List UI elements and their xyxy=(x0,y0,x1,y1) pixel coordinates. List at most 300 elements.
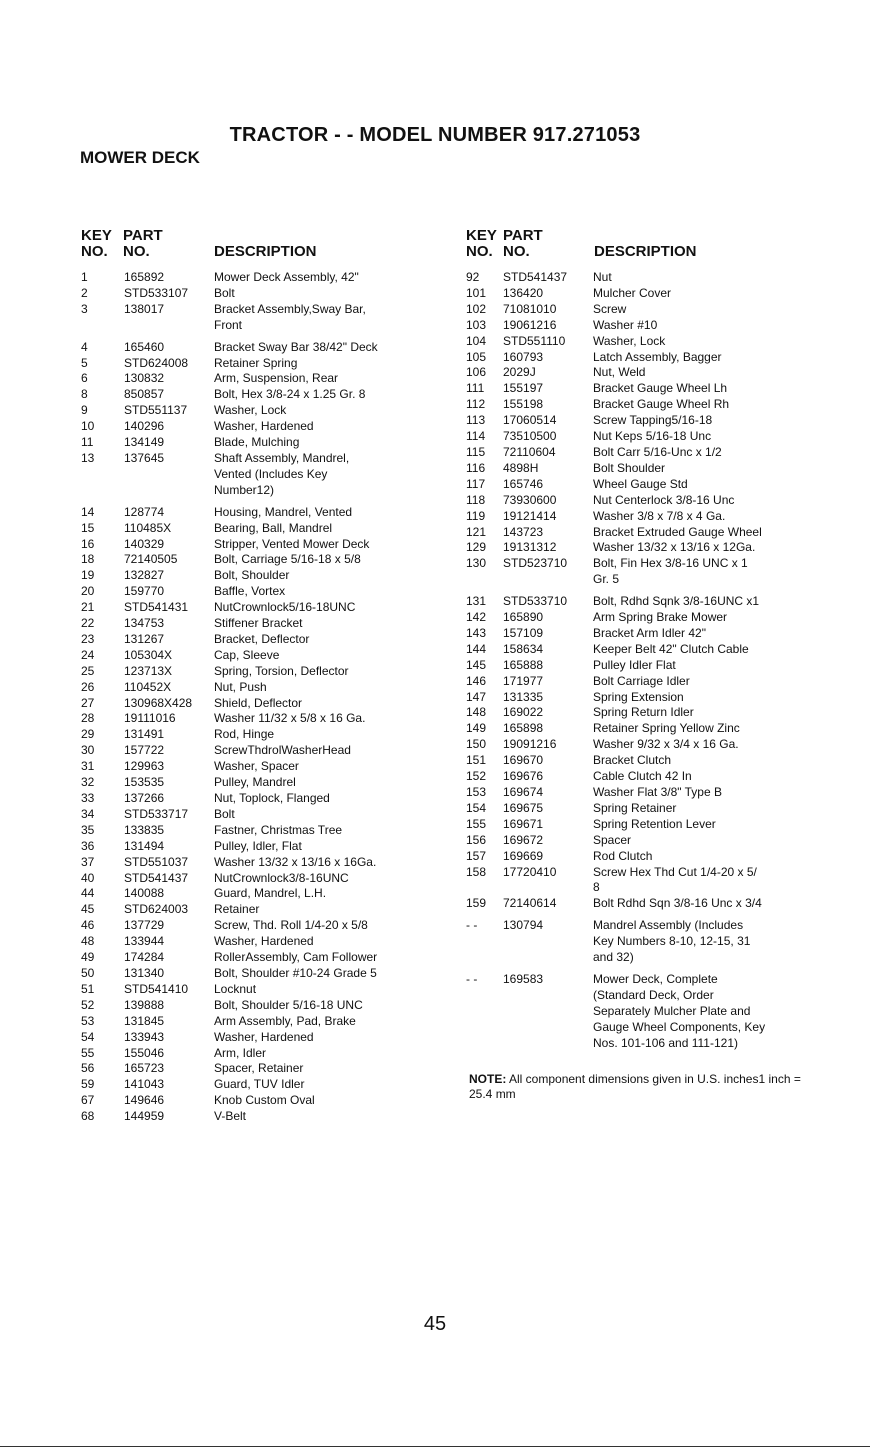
part-description: NutCrownlock3/8-16UNC xyxy=(214,870,349,885)
part-description: Mulcher Cover xyxy=(593,285,672,300)
key-number: - - xyxy=(466,971,478,986)
key-number: 156 xyxy=(466,832,487,847)
key-number: 44 xyxy=(81,886,95,901)
key-number: 22 xyxy=(81,616,95,631)
part-description: Housing, Mandrel, Vented xyxy=(214,504,353,519)
key-number: 119 xyxy=(466,508,486,523)
key-header-line2: NO. xyxy=(466,243,493,260)
part-description: Pulley Idler Flat xyxy=(593,657,676,672)
part-row xyxy=(466,737,811,753)
key-number: 15 xyxy=(81,520,95,535)
part-number: 2029J xyxy=(503,365,536,380)
part-number: 130794 xyxy=(503,918,544,933)
part-row xyxy=(466,918,811,966)
key-number: 55 xyxy=(81,1045,95,1060)
part-number: 165723 xyxy=(124,1061,165,1076)
part-row xyxy=(466,896,811,912)
part-row xyxy=(466,270,811,286)
part-number: 139888 xyxy=(124,997,165,1012)
part-number: 144959 xyxy=(124,1109,165,1124)
part-description: Washer, Hardened xyxy=(214,934,314,949)
key-number: 28 xyxy=(81,711,95,726)
bottom-rule xyxy=(0,1446,870,1447)
part-row xyxy=(81,340,441,356)
part-description: Nut, Toplock, Flanged xyxy=(214,791,330,805)
part-description: Bracket Extruded Gauge Wheel xyxy=(593,524,762,539)
part-row xyxy=(81,302,441,334)
key-number: 102 xyxy=(466,301,487,316)
part-number: 19121414 xyxy=(503,508,557,523)
part-number: 171977 xyxy=(503,673,544,688)
part-row xyxy=(466,972,811,1052)
key-number: 56 xyxy=(81,1061,95,1076)
key-number: 130 xyxy=(466,556,487,571)
key-number: 24 xyxy=(81,647,95,662)
part-number: 131491 xyxy=(124,727,165,742)
part-description: Spacer xyxy=(593,832,632,847)
key-number: 151 xyxy=(466,753,487,768)
key-number: 67 xyxy=(81,1093,95,1108)
part-number: 133943 xyxy=(124,1029,165,1044)
part-row xyxy=(81,387,441,403)
page-number: 45 xyxy=(423,1313,447,1335)
key-number: 114 xyxy=(466,429,486,444)
part-description: Cap, Sleeve xyxy=(214,647,280,662)
key-number: 150 xyxy=(466,737,487,752)
part-number: 169583 xyxy=(503,971,544,986)
part-row xyxy=(466,769,811,785)
part-description: Bolt Shoulder xyxy=(593,460,666,475)
part-row xyxy=(81,871,441,887)
key-number: 112 xyxy=(466,397,486,412)
part-number: 131494 xyxy=(124,838,165,853)
key-number: 115 xyxy=(466,444,486,459)
part-row xyxy=(81,775,441,791)
part-number: 157722 xyxy=(124,743,165,758)
key-number: 48 xyxy=(81,934,95,949)
part-number: 174284 xyxy=(124,950,165,965)
part-row xyxy=(466,445,811,461)
part-description: Bolt, Carriage 5/16-18 x 5/8 xyxy=(214,552,361,567)
key-number: 147 xyxy=(466,689,487,704)
part-description: Retainer Spring Yellow Zinc xyxy=(593,721,740,736)
part-description: Bolt, Shoulder #10-24 Grade 5 xyxy=(214,965,377,980)
part-row xyxy=(81,743,441,759)
key-number: 118 xyxy=(466,492,486,507)
part-description: Guard, Mandrel, L.H. xyxy=(214,886,327,901)
key-number: 92 xyxy=(466,270,480,284)
parts-list-left xyxy=(81,228,441,1125)
key-number: 157 xyxy=(466,848,487,863)
part-number: 19131312 xyxy=(503,540,557,555)
part-row xyxy=(466,658,811,674)
part-description: ScrewThdrolWasherHead xyxy=(214,743,351,758)
key-number: 45 xyxy=(81,902,95,917)
part-row xyxy=(466,626,811,642)
part-number: 131267 xyxy=(124,631,165,646)
part-number: 169670 xyxy=(503,753,544,768)
part-description: Bracket Arm Idler 42" xyxy=(593,625,706,640)
column-headers-right xyxy=(466,228,811,262)
part-description: Retainer Spring xyxy=(214,355,298,370)
part-row xyxy=(81,521,441,537)
part-number: 131845 xyxy=(124,1013,165,1028)
part-description: Locknut xyxy=(214,981,257,996)
key-header-line1: KEY xyxy=(81,227,112,244)
part-description: Bracket, Deflector xyxy=(214,631,310,646)
part-number: 133944 xyxy=(124,934,165,949)
part-row xyxy=(81,839,441,855)
part-row xyxy=(81,584,441,600)
part-description: Bracket Gauge Wheel Lh xyxy=(593,381,728,396)
part-row xyxy=(81,600,441,616)
part-row xyxy=(81,552,441,568)
part-number: 137729 xyxy=(124,918,165,933)
part-row xyxy=(81,1061,441,1077)
part-row xyxy=(81,680,441,696)
part-number: 143723 xyxy=(503,524,544,539)
part-number: 165890 xyxy=(503,610,544,625)
key-number: 121 xyxy=(466,524,487,539)
part-number: 153535 xyxy=(124,775,165,790)
part-number: 4898H xyxy=(503,460,539,475)
key-number: 20 xyxy=(81,584,95,599)
part-row xyxy=(81,371,441,387)
part-number: 169674 xyxy=(503,785,544,799)
key-number: 53 xyxy=(81,1013,95,1028)
part-description: V-Belt xyxy=(214,1109,247,1124)
part-description: Screw Hex Thd Cut 1/4-20 x 5/ 8 xyxy=(593,864,757,895)
part-row xyxy=(466,785,811,801)
key-number: 155 xyxy=(466,816,487,831)
part-number: STD541437 xyxy=(503,270,568,284)
part-description: Shield, Deflector xyxy=(214,695,303,710)
part-number: STD551137 xyxy=(124,403,188,418)
part-description: Nut, Weld xyxy=(593,365,646,380)
part-number: STD523710 xyxy=(503,556,568,571)
part-row xyxy=(466,525,811,541)
parts-list-right xyxy=(466,228,811,1052)
part-number: 160793 xyxy=(503,349,544,364)
part-number: 165888 xyxy=(503,657,544,672)
key-number: 30 xyxy=(81,743,95,758)
part-row xyxy=(466,413,811,429)
part-row xyxy=(81,505,441,521)
part-row xyxy=(81,982,441,998)
note-label: NOTE: xyxy=(469,1072,507,1086)
part-number: 17720410 xyxy=(503,864,557,879)
key-number: 29 xyxy=(81,727,95,742)
part-description: Bracket Clutch xyxy=(593,753,672,768)
part-number: 850857 xyxy=(124,387,165,402)
part-row xyxy=(466,833,811,849)
key-number: 33 xyxy=(81,791,95,805)
part-number: 19111016 xyxy=(124,711,176,726)
part-row xyxy=(81,727,441,743)
key-number: 9 xyxy=(81,403,88,418)
part-row xyxy=(466,690,811,706)
part-row xyxy=(81,1014,441,1030)
key-number: 59 xyxy=(81,1077,95,1092)
part-description: Screw, Thd. Roll 1/4-20 x 5/8 xyxy=(214,918,368,933)
key-number: 25 xyxy=(81,663,95,678)
part-number: 165898 xyxy=(503,721,544,736)
key-header-line2: NO. xyxy=(81,243,108,260)
part-description: Mandrel Assembly (Includes Key Numbers 8-10, 12-15, 31 and 32) xyxy=(593,918,751,965)
part-number: 131335 xyxy=(503,689,544,704)
part-row xyxy=(466,610,811,626)
part-row xyxy=(466,865,811,897)
part-number: 169675 xyxy=(503,800,544,815)
part-description: Mower Deck, Complete (Standard Deck, Order Separately Mulcher Plate and Gauge Wheel Components, Key Nos. 101-106 and 111-121) xyxy=(593,971,766,1050)
part-description: Arm Assembly, Pad, Brake xyxy=(214,1013,356,1028)
key-number: 145 xyxy=(466,657,487,672)
part-description: Spring Retention Lever xyxy=(593,816,716,831)
part-row xyxy=(81,537,441,553)
part-row xyxy=(81,823,441,839)
part-description: Nut Keps 5/16-18 Unc xyxy=(593,429,712,444)
part-number: 129963 xyxy=(124,759,165,774)
part-description: Baffle, Vortex xyxy=(214,584,286,599)
part-description: Bracket Gauge Wheel Rh xyxy=(593,397,730,412)
part-row xyxy=(81,807,441,823)
key-number: 148 xyxy=(466,705,487,720)
part-number: 140329 xyxy=(124,536,165,551)
part-number: 165460 xyxy=(124,339,165,354)
part-number: STD533717 xyxy=(124,806,189,821)
key-number: 49 xyxy=(81,950,95,965)
key-number: 23 xyxy=(81,631,95,646)
part-number: 155198 xyxy=(503,397,544,412)
key-number: 2 xyxy=(81,285,88,300)
part-row xyxy=(81,403,441,419)
key-number: 27 xyxy=(81,695,95,710)
part-number: 138017 xyxy=(124,301,165,316)
part-row xyxy=(81,759,441,775)
key-number: 46 xyxy=(81,918,95,933)
part-description: Bolt, Rdhd Sqnk 3/8-16UNC x1 xyxy=(593,594,760,609)
page-title: TRACTOR - - MODEL NUMBER 917.271053 xyxy=(229,124,641,146)
part-description: Washer, Hardened xyxy=(214,1029,314,1044)
part-description: Rod, Hinge xyxy=(214,727,275,742)
key-number: 117 xyxy=(466,476,486,491)
part-row xyxy=(81,451,441,499)
key-number: 143 xyxy=(466,625,487,640)
part-description: Bearing, Ball, Mandrel xyxy=(214,520,333,535)
part-header-line1: PART xyxy=(503,227,543,244)
key-number: 142 xyxy=(466,610,487,625)
parts-rows-left xyxy=(81,270,441,1125)
part-number: 169672 xyxy=(503,832,544,847)
part-number: STD551037 xyxy=(124,854,189,869)
part-number: 155046 xyxy=(124,1045,165,1060)
description-header: DESCRIPTION xyxy=(594,243,697,260)
key-number: 26 xyxy=(81,679,95,694)
part-description: Bolt xyxy=(214,806,235,821)
part-row xyxy=(466,642,811,658)
part-no-header xyxy=(503,228,543,260)
note-text: All component dimensions given in U.S. inches1 inch = 25.4 mm xyxy=(469,1072,801,1101)
key-number: 32 xyxy=(81,775,95,790)
part-row xyxy=(466,674,811,690)
key-number: - - xyxy=(466,918,478,933)
key-number: 103 xyxy=(466,317,487,332)
key-number: 129 xyxy=(466,540,487,555)
part-number: 136420 xyxy=(503,285,544,300)
key-number: 51 xyxy=(81,981,95,996)
column-headers-left xyxy=(81,228,441,262)
part-row xyxy=(466,801,811,817)
part-description: Latch Assembly, Bagger xyxy=(593,349,722,364)
key-number: 52 xyxy=(81,997,95,1012)
part-number: 128774 xyxy=(124,504,165,519)
part-number: STD533710 xyxy=(503,594,568,609)
part-number: 73510500 xyxy=(503,429,557,444)
part-description: Wheel Gauge Std xyxy=(593,476,688,491)
part-number: 165746 xyxy=(503,476,544,491)
part-row xyxy=(466,381,811,397)
part-header-line1: PART xyxy=(123,227,163,244)
key-no-header xyxy=(466,228,497,260)
part-description: Bolt, Fin Hex 3/8-16 UNC x 1 Gr. 5 xyxy=(593,556,748,587)
part-row xyxy=(81,1077,441,1093)
part-number: 72140505 xyxy=(124,552,178,567)
part-description: Washer 13/32 x 13/16 x 12Ga. xyxy=(593,540,756,555)
key-header-line1: KEY xyxy=(466,227,497,244)
part-description: Screw Tapping5/16-18 xyxy=(593,413,713,428)
part-description: Washer #10 xyxy=(593,317,658,332)
key-number: 36 xyxy=(81,838,95,853)
part-description: Washer 9/32 x 3/4 x 16 Ga. xyxy=(593,737,739,752)
part-number: 157109 xyxy=(503,625,544,640)
part-description: Washer, Hardened xyxy=(214,419,314,434)
part-number: STD533107 xyxy=(124,285,189,300)
part-row xyxy=(466,397,811,413)
part-number: 137266 xyxy=(124,791,165,805)
key-number: 40 xyxy=(81,870,95,885)
part-row xyxy=(466,286,811,302)
part-number: 134149 xyxy=(124,435,165,450)
part-row xyxy=(81,286,441,302)
part-row xyxy=(81,886,441,902)
part-number: STD541410 xyxy=(124,981,189,996)
key-number: 158 xyxy=(466,864,487,879)
part-description: Fastner, Christmas Tree xyxy=(214,822,343,837)
part-description: Bolt, Shoulder xyxy=(214,568,290,583)
part-number: 123713X xyxy=(124,663,173,678)
key-number: 21 xyxy=(81,600,95,615)
part-number: 134753 xyxy=(124,616,165,631)
part-description: Keeper Belt 42" Clutch Cable xyxy=(593,641,749,656)
part-number: 72110604 xyxy=(503,444,556,459)
part-row xyxy=(466,556,811,588)
part-description: Spring Retainer xyxy=(593,800,677,815)
key-number: 3 xyxy=(81,301,88,316)
description-header: DESCRIPTION xyxy=(214,243,317,260)
key-number: 154 xyxy=(466,800,487,815)
part-description: Arm, Idler xyxy=(214,1045,267,1060)
key-number: 104 xyxy=(466,333,487,348)
part-description: Bolt, Hex 3/8-24 x 1.25 Gr. 8 xyxy=(214,387,366,402)
part-row xyxy=(466,540,811,556)
part-number: STD541431 xyxy=(124,600,189,615)
part-row xyxy=(81,696,441,712)
part-description: Knob Custom Oval xyxy=(214,1093,315,1108)
key-number: 37 xyxy=(81,854,95,869)
key-number: 11 xyxy=(81,435,94,450)
key-number: 19 xyxy=(81,568,95,583)
part-number: 165892 xyxy=(124,270,165,284)
part-number: 73930600 xyxy=(503,492,557,507)
part-number: 72140614 xyxy=(503,896,557,911)
part-row xyxy=(81,998,441,1014)
part-row xyxy=(81,568,441,584)
key-number: 50 xyxy=(81,965,95,980)
part-description: Washer, Lock xyxy=(593,333,666,348)
part-description: Bolt Carriage Idler xyxy=(593,673,690,688)
part-number: 132827 xyxy=(124,568,165,583)
part-header-line2: NO. xyxy=(503,243,530,260)
part-row xyxy=(466,318,811,334)
part-description: Nut Centerlock 3/8-16 Unc xyxy=(593,492,735,507)
part-row xyxy=(81,902,441,918)
part-row xyxy=(466,493,811,509)
part-description: Washer 13/32 x 13/16 x 16Ga. xyxy=(214,854,377,869)
key-number: 146 xyxy=(466,673,487,688)
part-number: 130832 xyxy=(124,371,165,386)
part-row xyxy=(81,1046,441,1062)
part-row xyxy=(81,855,441,871)
key-number: 153 xyxy=(466,785,487,799)
part-number: 131340 xyxy=(124,965,165,980)
part-description: NutCrownlock5/16-18UNC xyxy=(214,600,356,615)
part-number: 159770 xyxy=(124,584,165,599)
part-row xyxy=(81,356,441,372)
part-row xyxy=(466,302,811,318)
part-number: 71081010 xyxy=(503,301,557,316)
part-description: Washer, Spacer xyxy=(214,759,299,774)
part-row xyxy=(466,753,811,769)
part-number: 155197 xyxy=(503,381,544,396)
part-row xyxy=(81,632,441,648)
part-row xyxy=(466,721,811,737)
key-number: 5 xyxy=(81,355,88,370)
part-number: 140296 xyxy=(124,419,165,434)
key-number: 31 xyxy=(81,759,95,774)
key-number: 4 xyxy=(81,339,88,354)
part-number: 158634 xyxy=(503,641,544,656)
part-description: Spring Return Idler xyxy=(593,705,694,720)
part-description: Stripper, Vented Mower Deck xyxy=(214,536,370,551)
key-number: 113 xyxy=(466,413,486,428)
key-number: 16 xyxy=(81,536,95,551)
key-number: 111 xyxy=(466,381,485,396)
key-number: 144 xyxy=(466,641,487,656)
part-description: Bolt Carr 5/16-Unc x 1/2 xyxy=(593,444,722,459)
part-row xyxy=(81,664,441,680)
part-number: 110452X xyxy=(124,679,172,694)
part-description: Arm, Suspension, Rear xyxy=(214,371,339,386)
part-row xyxy=(81,966,441,982)
part-number: STD624003 xyxy=(124,902,189,917)
part-description: Nut xyxy=(593,270,612,284)
part-description: Washer 11/32 x 5/8 x 16 Ga. xyxy=(214,711,366,726)
part-number: 105304X xyxy=(124,647,173,662)
part-description: Pulley, Mandrel xyxy=(214,775,296,790)
part-description: Spring, Torsion, Deflector xyxy=(214,663,349,678)
part-row xyxy=(466,334,811,350)
part-description: Washer 3/8 x 7/8 x 4 Ga. xyxy=(593,508,726,523)
